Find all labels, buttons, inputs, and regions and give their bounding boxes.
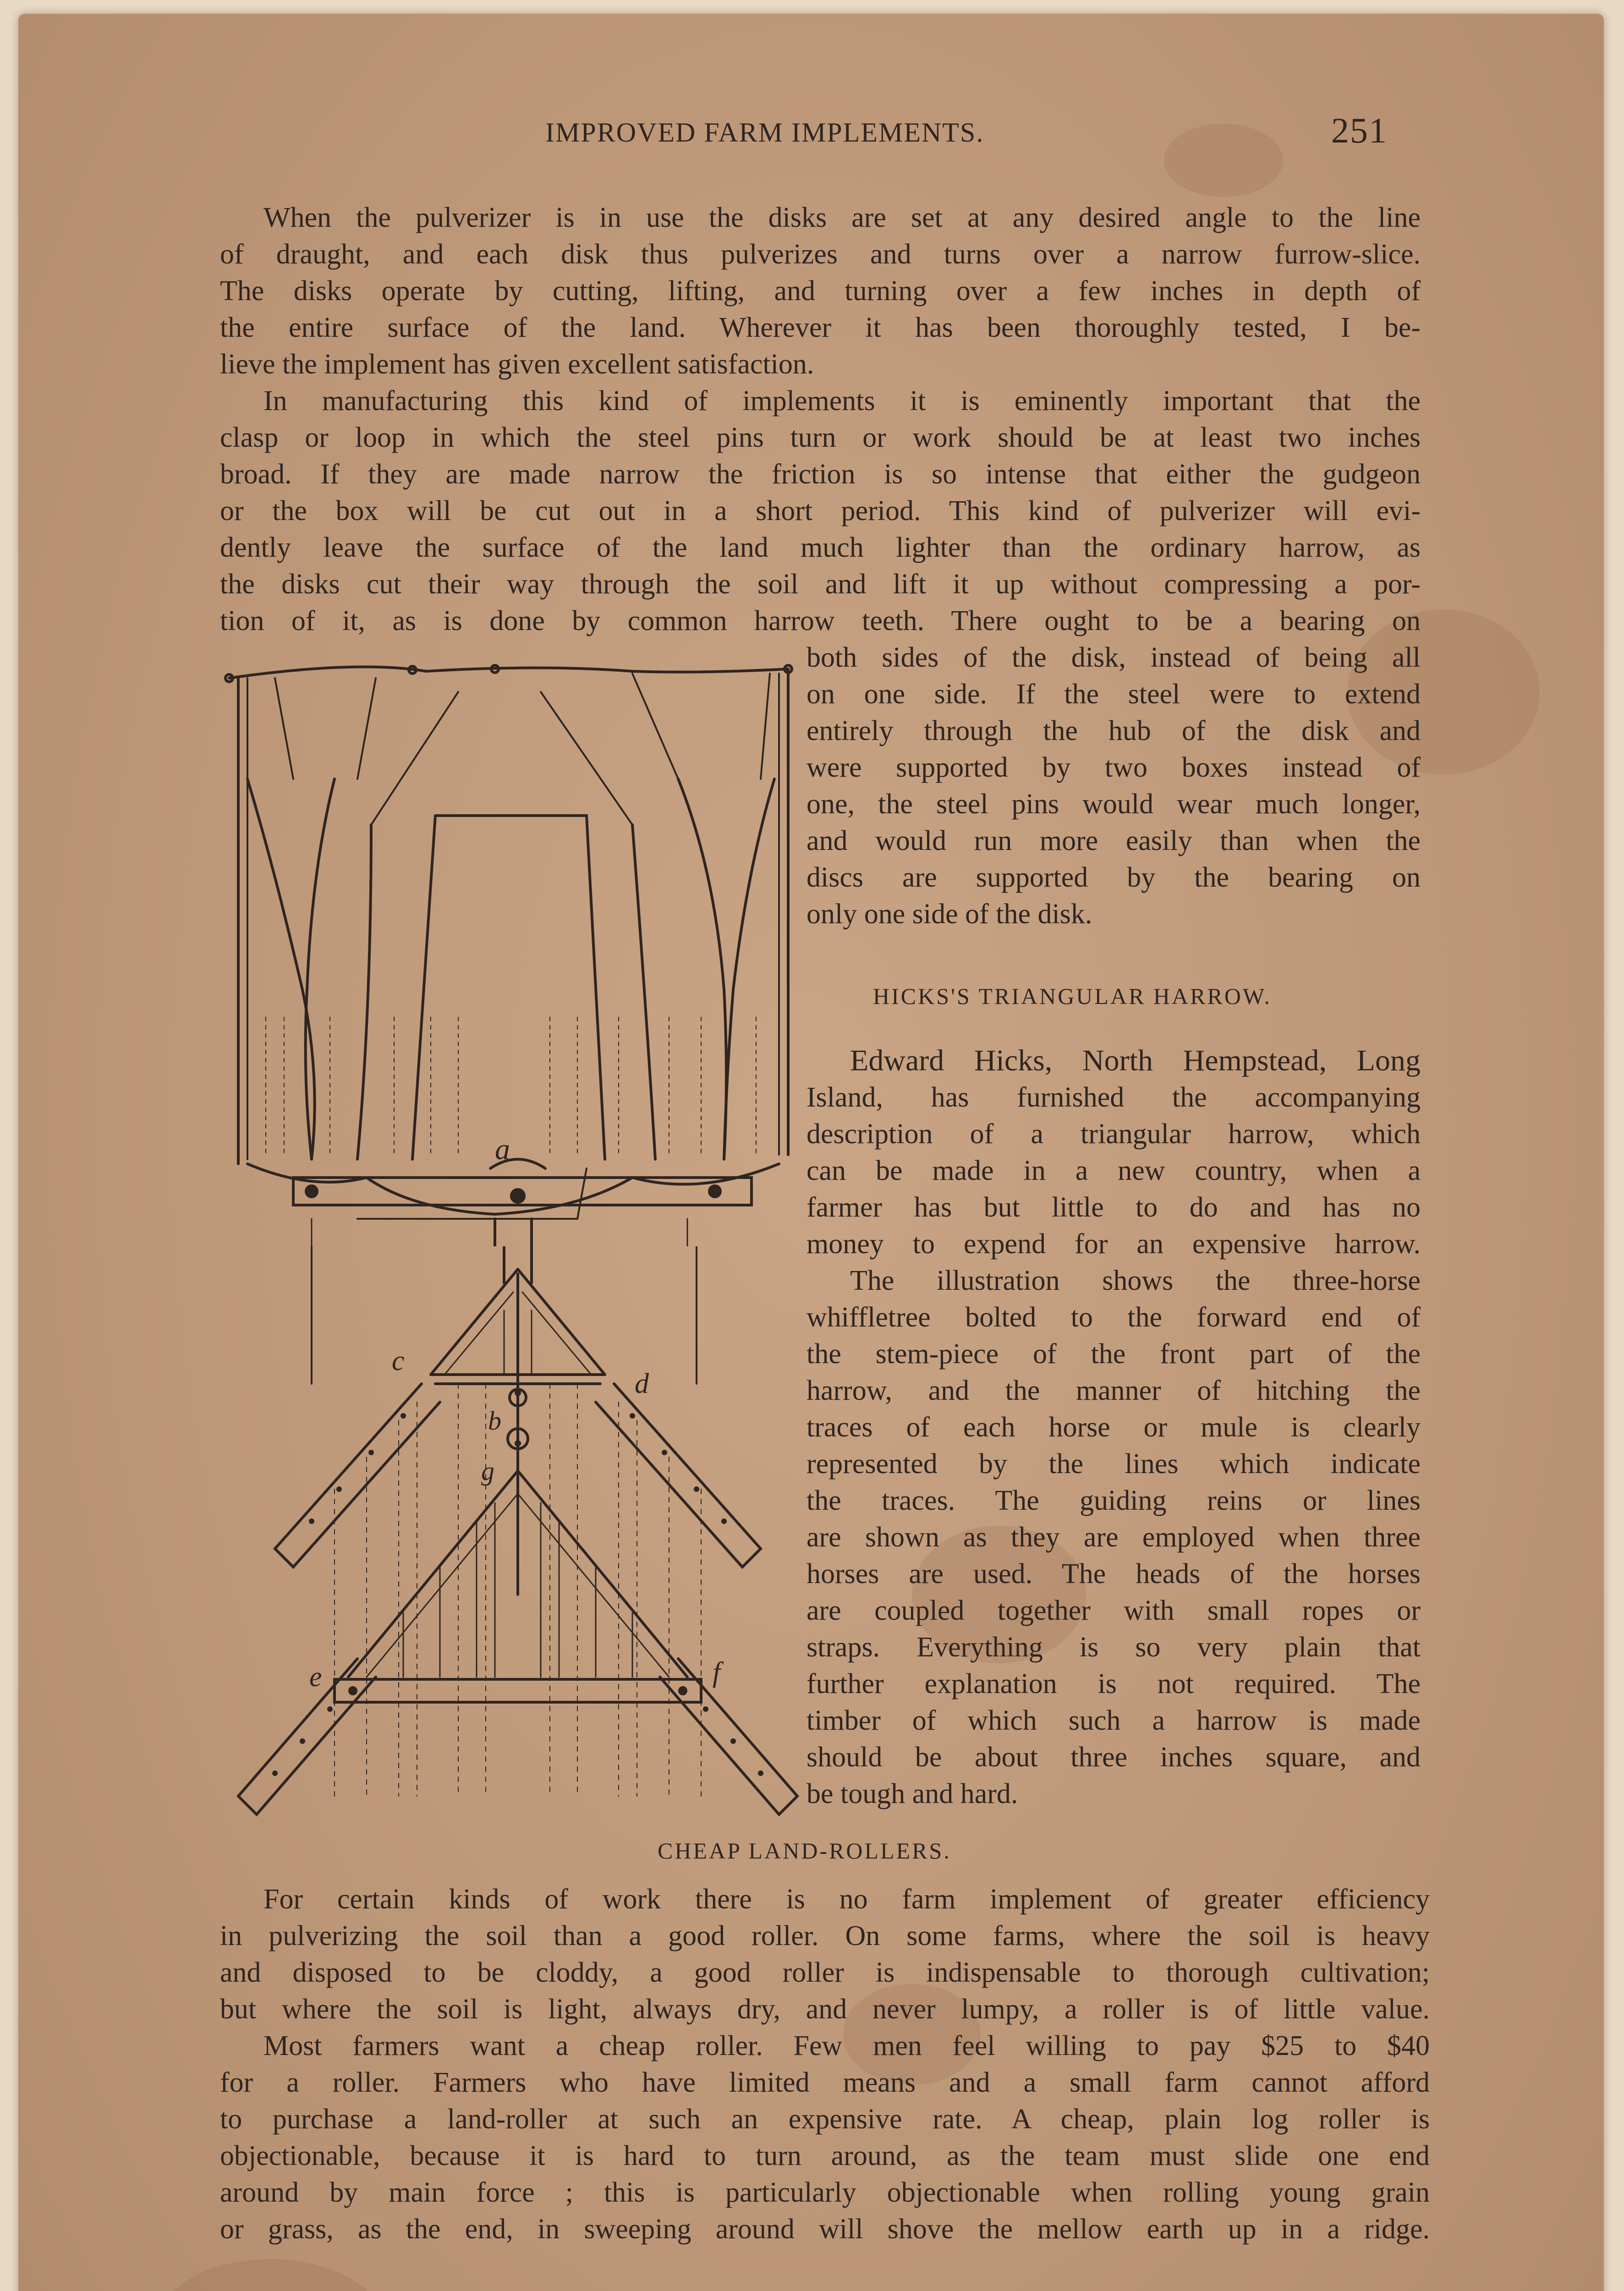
text-line: For certain kinds of work there is no farm implement of greater efficiency (263, 1884, 1430, 1915)
text-line: tion of it, as is done by common harrow teeth. There ought to be a bearing on (220, 605, 1421, 636)
figure-label-e: e (309, 1661, 322, 1693)
text-line: clasp or loop in which the steel pins turn or work should be at least two inches (220, 422, 1421, 453)
page-number: 251 (1331, 110, 1388, 150)
text-line: discs are supported by the bearing on (807, 862, 1421, 893)
text-line: harrow, and the manner of hitching the (807, 1375, 1421, 1406)
figure-label-c: c (392, 1345, 405, 1376)
text-line: the disks cut their way through the soil and lift it up without compressing a por- (220, 569, 1421, 600)
text-line: description of a triangular harrow, which (807, 1118, 1421, 1150)
section-pulverizer-side-text (807, 639, 1421, 932)
text-line: for a roller. Farmers who have limited means and a small farm cannot afford (220, 2067, 1430, 2098)
section-land-rollers-text (220, 1881, 1430, 2247)
figure-label-f: f (713, 1657, 721, 1688)
text-line: of draught, and each disk thus pulverizes and turns over a narrow furrow-slice. (220, 239, 1421, 270)
text-line: are coupled together with small ropes or (807, 1595, 1421, 1626)
text-line: objectionable, because it is hard to turn around, as the team must slide one end (220, 2140, 1430, 2171)
text-line: horses are used. The heads of the horses (807, 1558, 1421, 1589)
paper-stain (1164, 124, 1283, 197)
figure-label-g: g (481, 1456, 494, 1486)
text-line: The illustration shows the three-horse (850, 1265, 1421, 1296)
text-line: around by main force ; this is particularly objectionable when rolling young grain (220, 2177, 1430, 2208)
text-line: or grass, as the end, in sweeping around will shove the mellow earth up in a ridge. (220, 2214, 1430, 2245)
text-line: the entire surface of the land. Wherever it has been thoroughly tested, I be- (220, 312, 1421, 343)
text-line: traces of each horse or mule is clearly (807, 1412, 1421, 1443)
section-pulverizer-text (220, 199, 1421, 639)
text-line: In manufacturing this kind of implements it is eminently important that the (263, 385, 1421, 417)
text-line: one, the steel pins would wear much longer, (807, 789, 1421, 820)
text-line: Most farmers want a cheap roller. Few men feel willing to pay $25 to $40 (263, 2030, 1430, 2061)
text-line: and would run more easily than when the (807, 825, 1421, 856)
text-line: money to expend for an expensive harrow. (807, 1228, 1421, 1260)
text-line: were supported by two boxes instead of (807, 752, 1421, 783)
triangular-harrow-illustration (220, 1246, 807, 1819)
text-line: both sides of the disk, instead of being all (807, 642, 1421, 673)
figure-label-d: d (635, 1368, 649, 1399)
pulverizer-illustration (220, 641, 807, 1246)
text-line: lieve the implement has given excellent satisfaction. (220, 349, 814, 380)
text-line: be tough and hard. (807, 1778, 1018, 1809)
text-line: should be about three inches square, and (807, 1742, 1421, 1773)
text-line: to purchase a land-roller at such an expensive rate. A cheap, plain log roller is (220, 2104, 1430, 2135)
section-triangular-harrow-text (807, 1042, 1421, 1812)
text-line: broad. If they are made narrow the friction is so intense that either the gudgeon (220, 459, 1421, 490)
text-line: timber of which such a harrow is made (807, 1705, 1421, 1736)
text-line: on one side. If the steel were to extend (807, 679, 1421, 710)
text-line: the stem-piece of the front part of the (807, 1338, 1421, 1370)
running-header: IMPROVED FARM IMPLEMENTS. (545, 117, 984, 148)
text-line: When the pulverizer is in use the disks are set at any desired angle to the line (263, 202, 1421, 233)
text-line: can be made in a new country, when a (807, 1155, 1421, 1186)
figure-label-a: a (495, 1133, 510, 1166)
text-line: in pulverizing the soil than a good roller. On some farms, where the soil is heavy (220, 1920, 1430, 1951)
text-line: entirely through the hub of the disk and (807, 715, 1421, 746)
text-line: are shown as they are employed when three (807, 1522, 1421, 1553)
text-line: dently leave the surface of the land much lighter than the ordinary harrow, as (220, 532, 1421, 563)
text-line: further explanation is not required. The (807, 1668, 1421, 1699)
text-line: represented by the lines which indicate (807, 1448, 1421, 1480)
figure-label-b: b (488, 1406, 501, 1436)
text-line: farmer has but little to do and has no (807, 1192, 1421, 1223)
section-heading-triangular-harrow: HICKS'S TRIANGULAR HARROW. (873, 983, 1272, 1009)
text-line: Island, has furnished the accompanying (807, 1082, 1421, 1113)
text-line: the traces. The guiding reins or lines (807, 1485, 1421, 1516)
text-line: only one side of the disk. (807, 899, 1092, 930)
text-line: and disposed to be cloddy, a good roller is indispensable to thorough cultivation; (220, 1957, 1430, 1988)
text-line: The disks operate by cutting, lifting, and turning over a few inches in depth of (220, 275, 1421, 307)
paper-stain (156, 2259, 385, 2291)
text-line: straps. Everything is so very plain that (807, 1632, 1421, 1663)
text-line: Edward Hicks, North Hempstead, Long (850, 1044, 1421, 1077)
text-line: or the box will be cut out in a short period. This kind of pulverizer will evi- (220, 495, 1421, 526)
text-line: whiffletree bolted to the forward end of (807, 1302, 1421, 1333)
text-line: but where the soil is light, always dry, and never lumpy, a roller is of little value. (220, 1994, 1430, 2025)
section-heading-land-rollers: CHEAP LAND-ROLLERS. (658, 1838, 951, 1863)
